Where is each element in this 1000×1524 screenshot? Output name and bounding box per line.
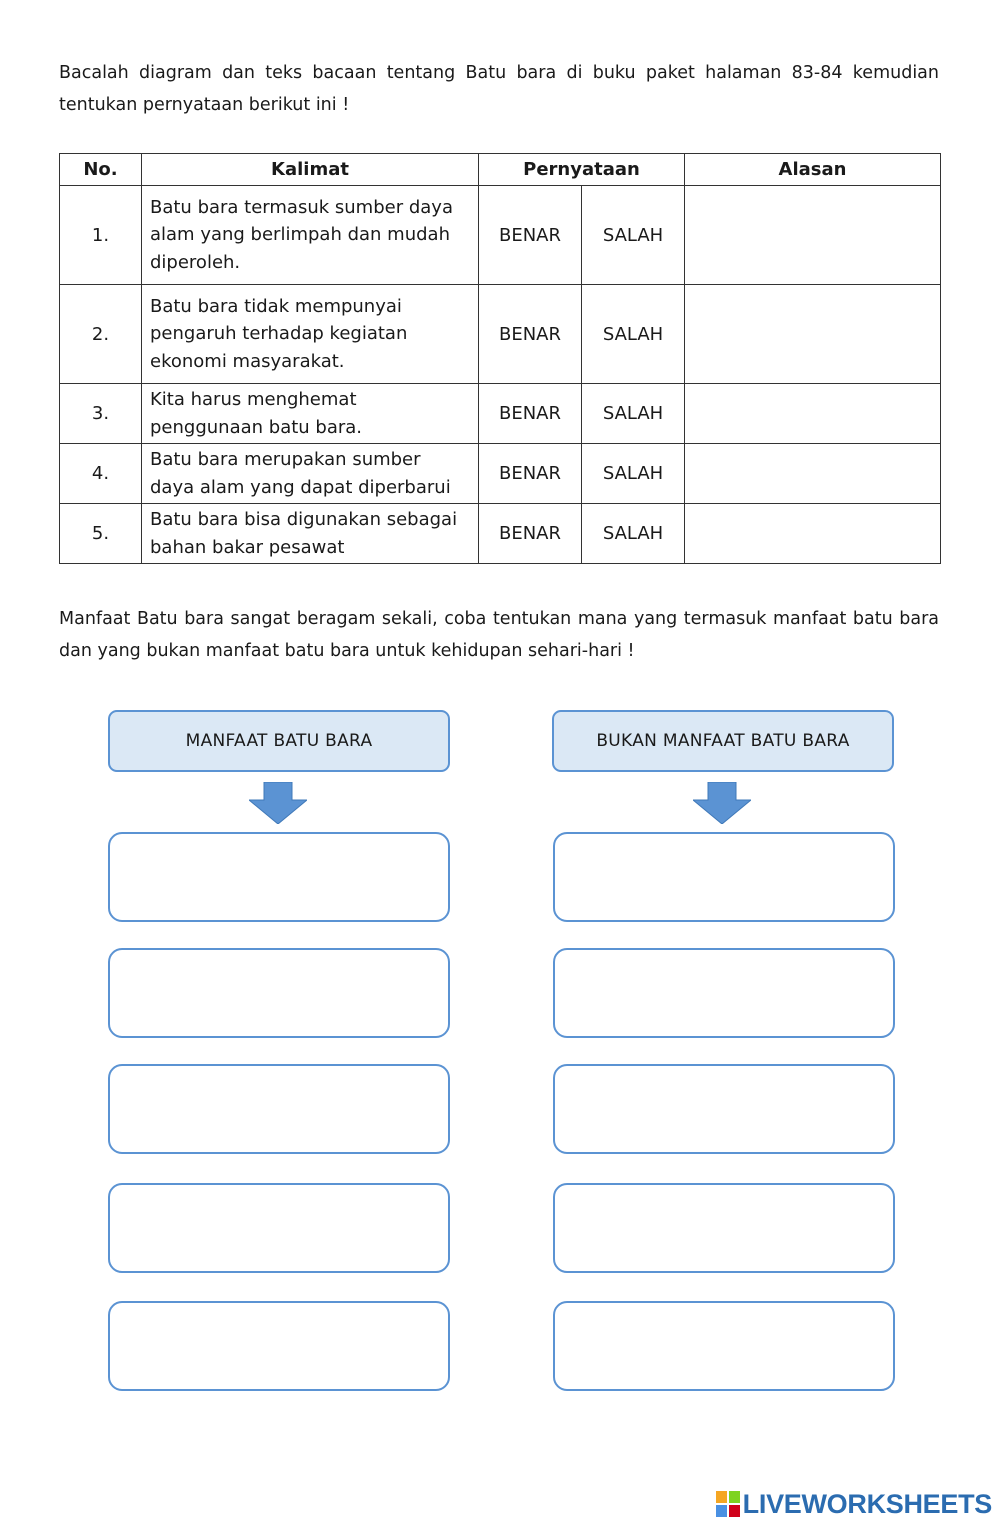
bukan-manfaat-answer-box[interactable] bbox=[553, 948, 895, 1038]
bukan-manfaat-answer-box[interactable] bbox=[553, 1064, 895, 1154]
option-salah[interactable] bbox=[582, 285, 685, 384]
statement-text: Batu bara tidak mempunyai pengaruh terhadap kegiatan ekonomi masyarakat. bbox=[142, 285, 479, 384]
reason-field[interactable] bbox=[685, 285, 941, 384]
row-number: 5. bbox=[60, 504, 142, 564]
table-row bbox=[60, 504, 941, 564]
brand-text: LIVEWORKSHEETS bbox=[742, 1488, 992, 1519]
option-benar-label[interactable]: BENAR bbox=[498, 523, 561, 544]
option-benar[interactable] bbox=[479, 384, 582, 444]
option-benar[interactable] bbox=[479, 285, 582, 384]
arrow-down-icon bbox=[249, 782, 307, 824]
liveworksheets-logo bbox=[715, 1486, 992, 1522]
manfaat-answer-box[interactable] bbox=[108, 832, 450, 922]
header-alasan: Alasan bbox=[685, 154, 941, 186]
option-benar[interactable] bbox=[479, 444, 582, 504]
reason-field[interactable] bbox=[685, 444, 941, 504]
option-salah[interactable] bbox=[582, 504, 685, 564]
statement-text: Batu bara termasuk sumber daya alam yang berlimpah dan mudah diperoleh. bbox=[142, 186, 479, 285]
option-benar-label[interactable]: BENAR bbox=[498, 224, 561, 246]
option-benar[interactable] bbox=[479, 186, 582, 285]
bukan-manfaat-answer-box[interactable] bbox=[553, 1183, 895, 1273]
row-number: 4. bbox=[60, 444, 142, 504]
bukan-manfaat-answer-box[interactable] bbox=[553, 1301, 895, 1391]
reason-field[interactable] bbox=[685, 186, 941, 285]
option-benar-label[interactable]: BENAR bbox=[498, 463, 561, 484]
option-salah[interactable] bbox=[582, 384, 685, 444]
header-pernyataan: Pernyataan bbox=[479, 154, 685, 186]
option-benar-label[interactable]: BENAR bbox=[498, 403, 561, 424]
option-salah[interactable] bbox=[582, 444, 685, 504]
table-row bbox=[60, 186, 941, 285]
option-salah-label[interactable]: SALAH bbox=[602, 463, 664, 484]
header-kalimat: Kalimat bbox=[142, 154, 479, 186]
statement-text: Kita harus menghemat penggunaan batu bara. bbox=[142, 384, 479, 444]
header-no: No. bbox=[60, 154, 142, 186]
manfaat-answer-box[interactable] bbox=[108, 948, 450, 1038]
table-row bbox=[60, 444, 941, 504]
option-salah-label[interactable]: SALAH bbox=[602, 323, 664, 345]
statement-text: Batu bara bisa digunakan sebagai bahan bakar pesawat bbox=[142, 504, 479, 564]
option-salah-label[interactable]: SALAH bbox=[602, 403, 664, 424]
table-row bbox=[60, 384, 941, 444]
manfaat-header: MANFAAT BATU BARA bbox=[108, 710, 450, 772]
option-salah-label[interactable]: SALAH bbox=[602, 523, 664, 544]
statement-text: Batu bara merupakan sumber daya alam yang dapat diperbarui bbox=[142, 444, 479, 504]
liveworksheets-logo-icon bbox=[715, 1490, 741, 1518]
table-row bbox=[60, 285, 941, 384]
option-benar[interactable] bbox=[479, 504, 582, 564]
option-salah[interactable] bbox=[582, 186, 685, 285]
manfaat-answer-box[interactable] bbox=[108, 1064, 450, 1154]
manfaat-answer-box[interactable] bbox=[108, 1183, 450, 1273]
bukan-manfaat-answer-box[interactable] bbox=[553, 832, 895, 922]
row-number: 2. bbox=[60, 285, 142, 384]
arrow-down-icon bbox=[693, 782, 751, 824]
row-number: 3. bbox=[60, 384, 142, 444]
instruction-part2: Manfaat Batu bara sangat beragam sekali, coba tentukan mana yang termasuk manfaat batu bara dan yang bukan manfaat batu bara untuk kehidupan sehari-hari ! bbox=[59, 609, 939, 661]
manfaat-answer-box[interactable] bbox=[108, 1301, 450, 1391]
reason-field[interactable] bbox=[685, 384, 941, 444]
statement-table bbox=[59, 153, 941, 564]
reason-field[interactable] bbox=[685, 504, 941, 564]
row-number: 1. bbox=[60, 186, 142, 285]
instruction-part1: Bacalah diagram dan teks bacaan tentang Batu bara di buku paket halaman 83-84 kemudian tentukan pernyataan berikut ini ! bbox=[59, 63, 939, 115]
option-benar-label[interactable]: BENAR bbox=[498, 323, 561, 345]
option-salah-label[interactable]: SALAH bbox=[602, 224, 664, 246]
table-header-row bbox=[60, 154, 941, 186]
bukan-manfaat-header: BUKAN MANFAAT BATU BARA bbox=[552, 710, 894, 772]
